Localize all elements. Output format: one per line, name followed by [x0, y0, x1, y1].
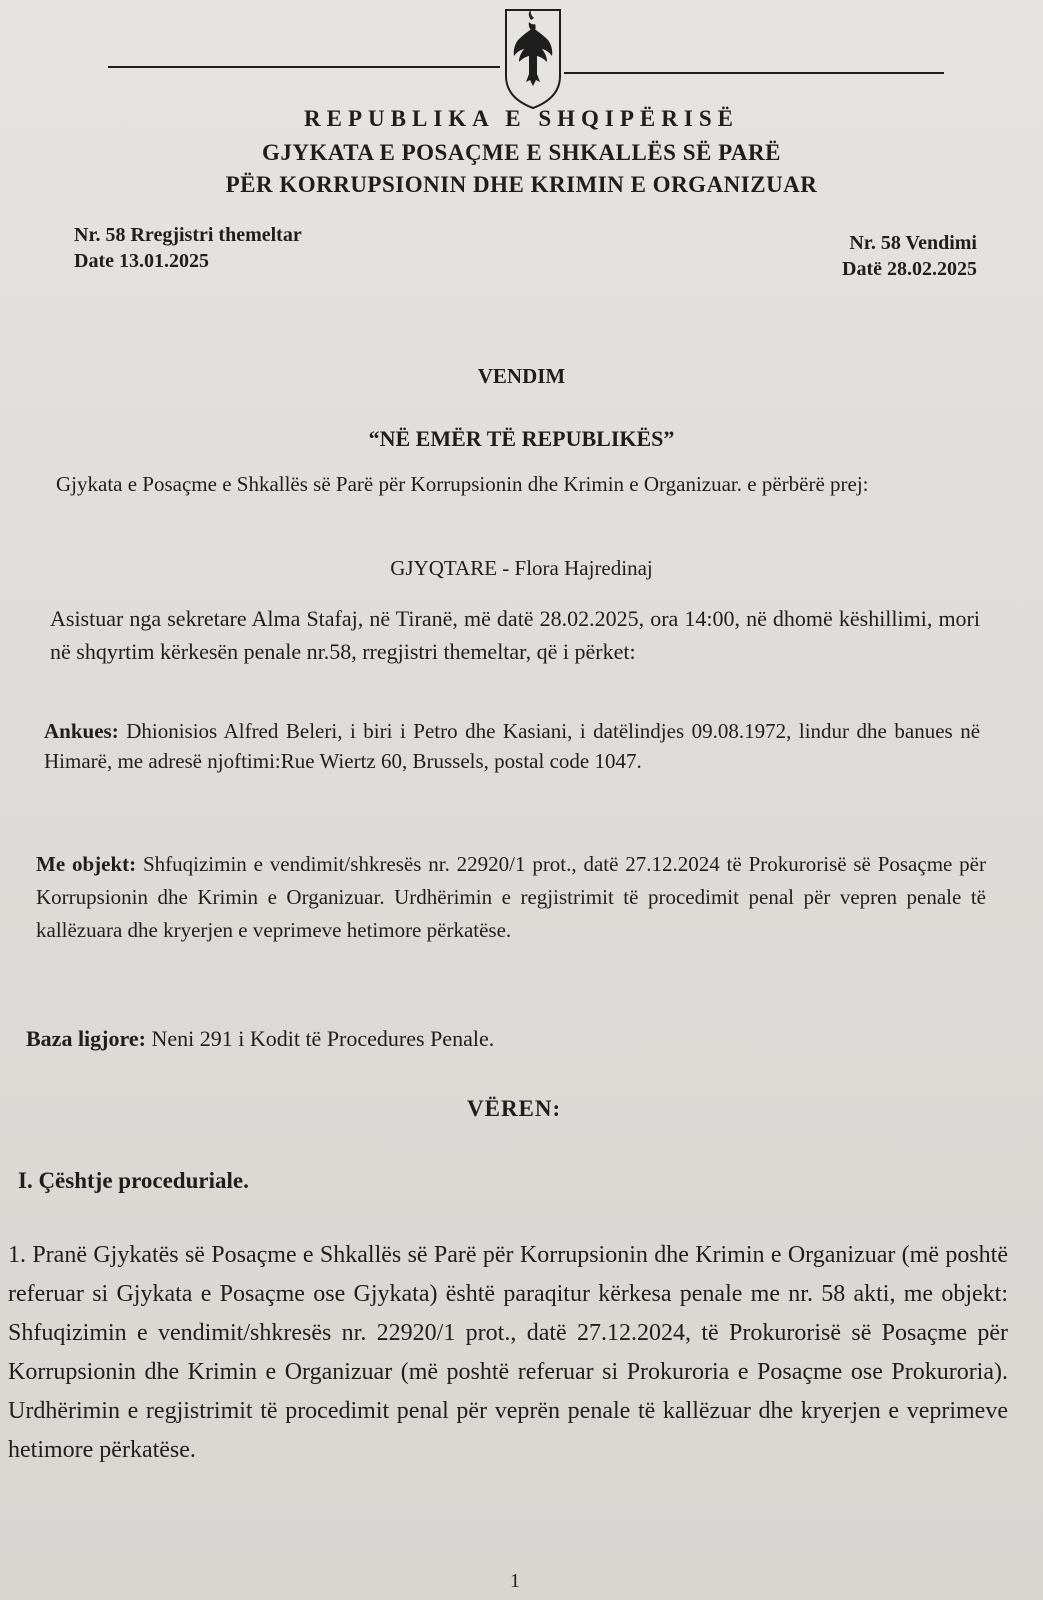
- object-text: Shfuqizimin e vendimit/shkresës nr. 22920/1 prot., datë 27.12.2024 të Prokurorisë së Posaçme për Korrupsionin dhe Krimin e Organizuar. Urdhërimin e regjistrimit të procedimit penal për vepren penale të kallëzuara dhe kryerjen e veprimeve hetimore përkatëse.: [36, 852, 986, 942]
- register-date: Date 13.01.2025: [74, 250, 209, 272]
- register-number: Nr. 58 Rregjistri themeltar: [74, 224, 302, 246]
- complainant-paragraph: [44, 716, 980, 776]
- assisted-by-paragraph: Asistuar nga sekretare Alma Stafaj, në Tiranë, më datë 28.02.2025, ora 14:00, në dhomë këshillimi, mori në shqyrtim kërkesën penale nr.58, rregjistri themeltar, që i përket:: [50, 606, 980, 664]
- judge-name: GJYQTARE - Flora Hajredinaj: [390, 556, 653, 580]
- page-number: 1: [510, 1570, 520, 1592]
- object-label: Me objekt:: [36, 852, 137, 876]
- decision-date: Datë 28.02.2025: [842, 258, 977, 280]
- legal-basis-paragraph: [26, 1022, 986, 1055]
- header-rule-right: [564, 72, 944, 74]
- country-name: REPUBLIKA E SHQIPËRISË: [304, 106, 739, 131]
- section-heading: I. Çështje proceduriale.: [18, 1168, 249, 1193]
- document-title: VENDIM: [477, 364, 566, 388]
- court-name-line-2: PËR KORRUPSIONIN DHE KRIMIN E ORGANIZUAR: [225, 172, 818, 197]
- paragraph-1: 1. Pranë Gjykatës së Posaçme e Shkallës së Parë për Korrupsionin dhe Krimin e Organizuar (më poshtë referuar si Gjykata e Posaçme ose Gjykata) është paraqitur kërkesa penale me nr. 58 akti, me objekt: Shfuqizimin e vendimit/shkresës nr. 22920/1 prot., datë 27.12.2024, të Prokurorisë së Posaçme për Korrupsionin dhe Krimin e Organizuar (më poshtë referuar si Prokuroria e Posaçme ose Prokuroria). Urdhërimin e regjistrimit të procedimit penal për veprën penale të kallëzuar dhe kryerjen e veprimeve hetimore përkatëse.: [8, 1242, 1008, 1463]
- legal-basis-text: Neni 291 i Kodit të Procedures Penale.: [151, 1026, 495, 1051]
- complainant-label: Ankues:: [44, 719, 119, 743]
- court-name-line-1: GJYKATA E POSAÇME E SHKALLËS SË PARË: [262, 140, 781, 165]
- document-subtitle: “NË EMËR TË REPUBLIKËS”: [368, 426, 675, 451]
- object-paragraph: [36, 848, 986, 947]
- decision-info: [842, 230, 977, 282]
- albanian-eagle-emblem: [502, 6, 564, 110]
- complainant-text: Dhionisios Alfred Beleri, i biri i Petro dhe Kasiani, i datëlindjes 09.08.1972, lindur dhe banues në Himarë, me adresë njoftimi:Rue Wiertz 60, Brussels, postal code 1047.: [44, 719, 981, 773]
- register-info: [74, 222, 302, 274]
- decision-number: Nr. 58 Vendimi: [849, 232, 977, 254]
- header-rule-left: [108, 66, 500, 68]
- observes-heading: VËREN:: [467, 1096, 562, 1121]
- legal-basis-label: Baza ligjore:: [26, 1026, 146, 1051]
- court-composition: Gjykata e Posaçme e Shkallës së Parë për Korrupsionin dhe Krimin e Organizuar. e përbërë prej:: [56, 472, 869, 496]
